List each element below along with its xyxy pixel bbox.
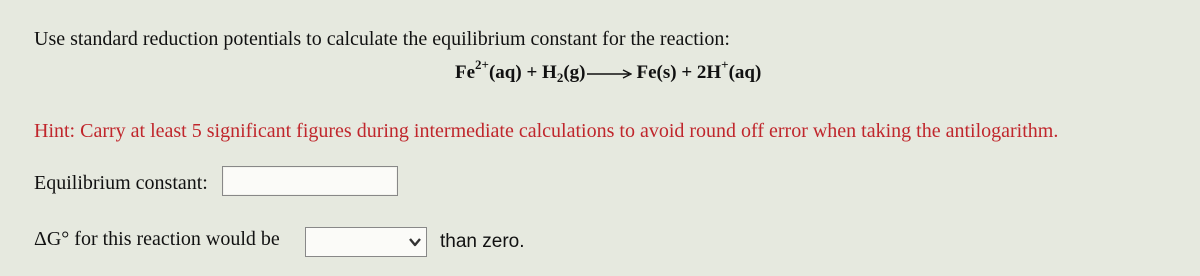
reaction-equation	[455, 57, 762, 85]
delta-g-suffix: than zero.	[440, 231, 525, 252]
reactant-iron-symbol: Fe	[455, 62, 476, 83]
plus-sign: +	[521, 62, 543, 83]
product-hydrogen-symbol: + 2H	[676, 62, 722, 83]
product-hydrogen-state: (aq)	[728, 62, 762, 83]
delta-g-dropdown[interactable]	[305, 227, 427, 257]
reactant-iron-ion	[455, 57, 522, 83]
equilibrium-constant-input[interactable]	[222, 166, 398, 196]
reactant-iron-charge: 2+	[475, 57, 489, 72]
reactant-iron-state: (aq)	[488, 62, 522, 83]
chevron-down-icon	[408, 236, 422, 248]
right-arrow-icon	[587, 69, 632, 79]
product-hydrogen-ion	[676, 57, 762, 83]
reactant-hydrogen-state: (g)	[563, 62, 586, 83]
reactant-hydrogen-subscript: 2	[556, 70, 564, 85]
reactant-hydrogen	[542, 62, 585, 83]
product-iron: Fe(s)	[636, 62, 677, 83]
delta-g-label: ΔG° for this reaction would be	[34, 228, 280, 250]
equilibrium-constant-label: Equilibrium constant:	[34, 172, 208, 194]
hint-text: Hint: Carry at least 5 significant figures during intermediate calculations to avoid round off error when taking the antilogarithm.	[34, 120, 1059, 142]
question-prompt: Use standard reduction potentials to calculate the equilibrium constant for the reaction:	[34, 28, 730, 50]
reactant-hydrogen-symbol: H	[542, 62, 557, 83]
product-hydrogen-charge: +	[721, 57, 729, 72]
